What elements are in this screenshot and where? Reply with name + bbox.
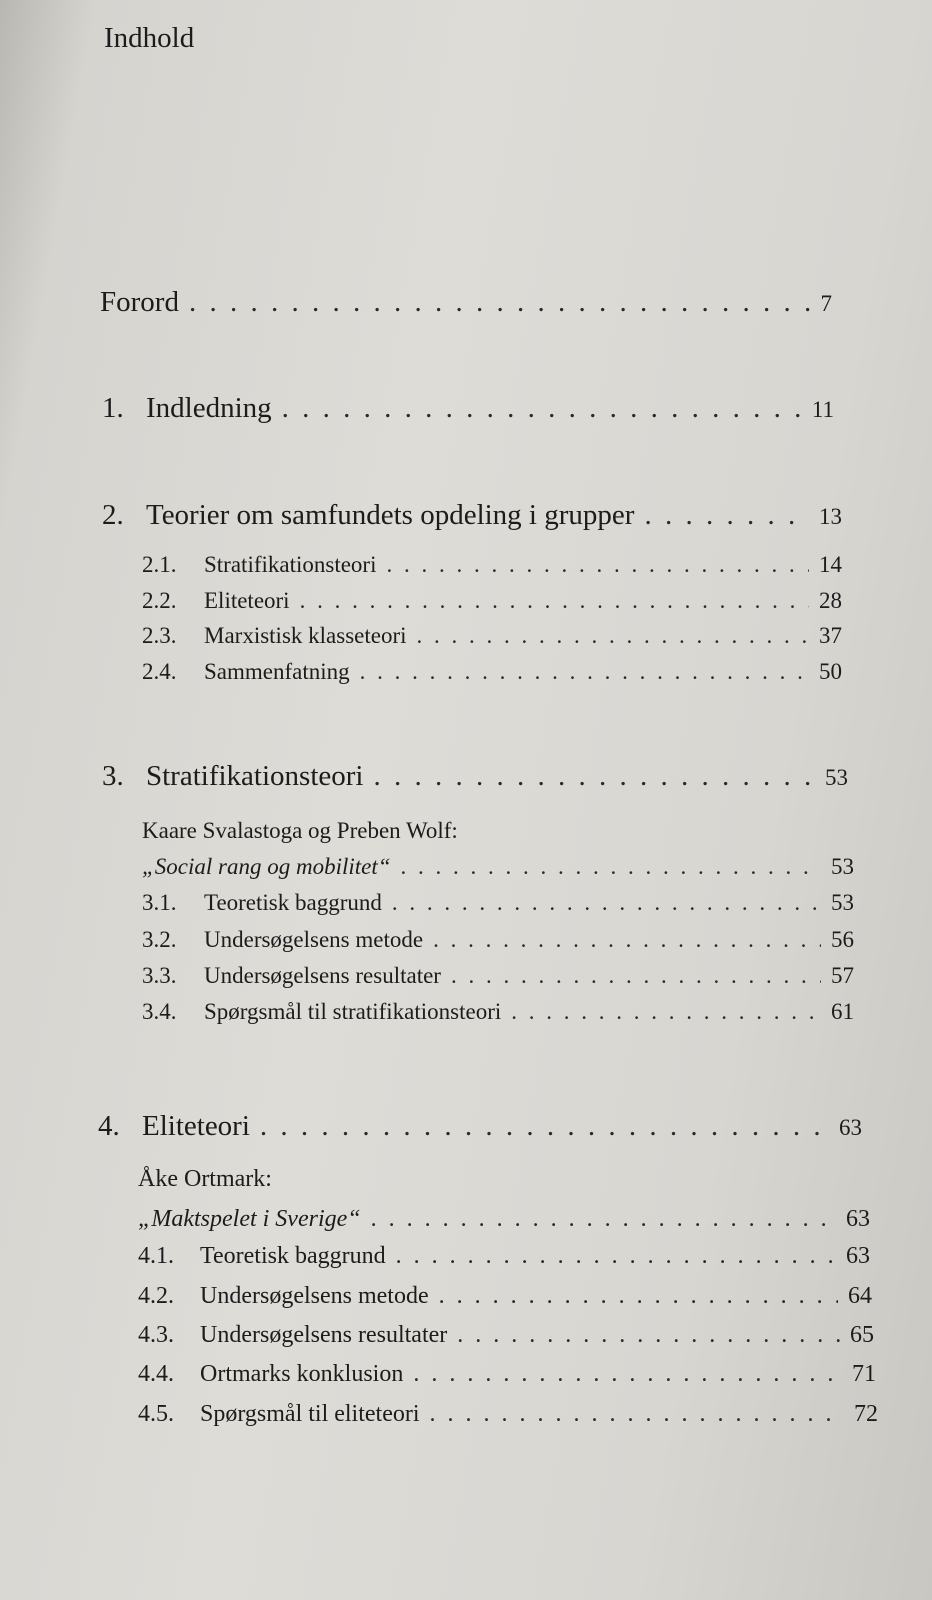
- toc-page-number: 65: [850, 1322, 874, 1348]
- toc-title: Eliteteori: [142, 1110, 250, 1142]
- toc-entry-2-2: [142, 588, 842, 614]
- leader-dots: [396, 1243, 836, 1270]
- toc-entry-4-3: [138, 1322, 874, 1349]
- toc-number: 4.4.: [138, 1361, 174, 1387]
- toc-page-number: 53: [831, 854, 854, 879]
- leader-dots: [373, 760, 815, 793]
- toc-page-number: 72: [854, 1401, 878, 1427]
- toc-entry-4-work: [138, 1206, 870, 1233]
- toc-entry-2-3: [142, 623, 842, 649]
- toc-number: 3.1.: [142, 890, 177, 915]
- toc-number: 2.3.: [142, 623, 177, 648]
- toc-page-number: 71: [852, 1361, 876, 1387]
- toc-title: Stratifikationsteori: [204, 552, 377, 577]
- toc-title: Teoretisk baggrund: [204, 890, 382, 915]
- toc-page-number: 61: [831, 999, 854, 1024]
- toc-number: 3.4.: [142, 999, 177, 1024]
- toc-number: 2.2.: [142, 588, 177, 613]
- leader-dots: [386, 552, 809, 578]
- toc-page-number: 53: [825, 765, 848, 790]
- toc-title: Teorier om samfundets opdeling i grupper: [146, 499, 635, 531]
- leader-dots: [430, 1401, 844, 1428]
- toc-entry-chapter-2: [102, 499, 842, 532]
- page-heading: Indhold: [104, 22, 195, 54]
- toc-entry-4-1: [138, 1243, 870, 1270]
- toc-page-number: 53: [831, 890, 854, 915]
- toc-title: Stratifikationsteori: [146, 760, 364, 792]
- leader-dots: [433, 927, 821, 953]
- toc-number: 1.: [102, 392, 124, 424]
- toc-number: 4.: [98, 1110, 120, 1142]
- toc-entry-chapter-1: [102, 392, 834, 425]
- toc-entry-3-4: [142, 999, 854, 1025]
- toc-entry-3-3: [142, 963, 854, 989]
- toc-number: 3.3.: [142, 963, 177, 988]
- toc-title: Ortmarks konklusion: [200, 1361, 404, 1387]
- toc-entry-3-2: [142, 927, 854, 953]
- toc-entry-4-2: [138, 1283, 872, 1310]
- leader-dots: [417, 623, 810, 649]
- toc-page-number: 13: [819, 504, 842, 529]
- leader-dots: [644, 499, 809, 532]
- leader-dots: [360, 659, 809, 685]
- leader-dots: [511, 999, 821, 1025]
- toc-number: 4.1.: [138, 1243, 174, 1269]
- toc-number: 2.1.: [142, 552, 177, 577]
- toc-entry-forord: [100, 286, 832, 319]
- toc-page-number: 63: [846, 1206, 870, 1232]
- leader-dots: [371, 1206, 836, 1233]
- leader-dots: [401, 854, 821, 880]
- toc-number: 3.: [102, 760, 124, 792]
- toc-entry-4-4: [138, 1361, 876, 1388]
- toc-title: Undersøgelsens resultater: [200, 1322, 448, 1348]
- leader-dots: [189, 286, 811, 319]
- leader-dots: [457, 1322, 840, 1349]
- toc-entry-2-4: [142, 659, 842, 685]
- leader-dots: [413, 1361, 842, 1388]
- toc-number: 2.: [102, 499, 124, 531]
- toc-page-number: 50: [819, 659, 842, 684]
- toc-title: Spørgsmål til stratifikationsteori: [204, 999, 502, 1024]
- toc-title: Marxistisk klasseteori: [204, 623, 407, 648]
- toc-title: Undersøgelsens metode: [200, 1283, 429, 1309]
- toc-page-number: 14: [819, 552, 842, 577]
- toc-title: Forord: [100, 286, 179, 318]
- toc-title: Undersøgelsens metode: [204, 927, 424, 952]
- toc-number: 4.5.: [138, 1401, 174, 1427]
- toc-page-number: 28: [819, 588, 842, 613]
- toc-page-number: 11: [811, 397, 834, 422]
- toc-title: Sammenfatning: [204, 659, 350, 684]
- toc-page-number: 64: [848, 1283, 872, 1309]
- toc-entry-2-1: [142, 552, 842, 578]
- toc-number: 4.3.: [138, 1322, 174, 1348]
- toc-entry-3-1: [142, 890, 854, 916]
- leader-dots: [300, 588, 809, 614]
- leader-dots: [282, 392, 802, 425]
- toc-entry-chapter-4: [98, 1110, 862, 1143]
- toc-entry-4-5: [138, 1401, 878, 1428]
- toc-authors-ch4: Åke Ortmark:: [138, 1166, 272, 1192]
- toc-page-number: 57: [831, 963, 854, 988]
- leader-dots: [392, 890, 821, 916]
- toc-page-number: 7: [820, 291, 832, 316]
- toc-title: Spørgsmål til eliteteori: [200, 1401, 420, 1427]
- toc-page-number: 56: [831, 927, 854, 952]
- toc-title: Teoretisk baggrund: [200, 1243, 386, 1269]
- leader-dots: [451, 963, 821, 989]
- toc-page-number: 63: [839, 1115, 862, 1140]
- toc-number: 4.2.: [138, 1283, 174, 1309]
- toc-entry-3-work: [142, 854, 854, 880]
- toc-number: 3.2.: [142, 927, 177, 952]
- toc-title: Indledning: [146, 392, 272, 424]
- leader-dots: [439, 1283, 838, 1310]
- toc-entry-chapter-3: [102, 760, 848, 793]
- toc-title: „Maktspelet i Sverige“: [138, 1206, 361, 1232]
- toc-title: Undersøgelsens resultater: [204, 963, 441, 988]
- toc-title: „Social rang og mobilitet“: [142, 854, 391, 879]
- leader-dots: [260, 1110, 829, 1143]
- toc-page-number: 63: [846, 1243, 870, 1269]
- toc-title: Eliteteori: [204, 588, 290, 613]
- toc-page-number: 37: [819, 623, 842, 648]
- toc-authors-ch3: Kaare Svalastoga og Preben Wolf:: [142, 818, 458, 843]
- toc-number: 2.4.: [142, 659, 177, 684]
